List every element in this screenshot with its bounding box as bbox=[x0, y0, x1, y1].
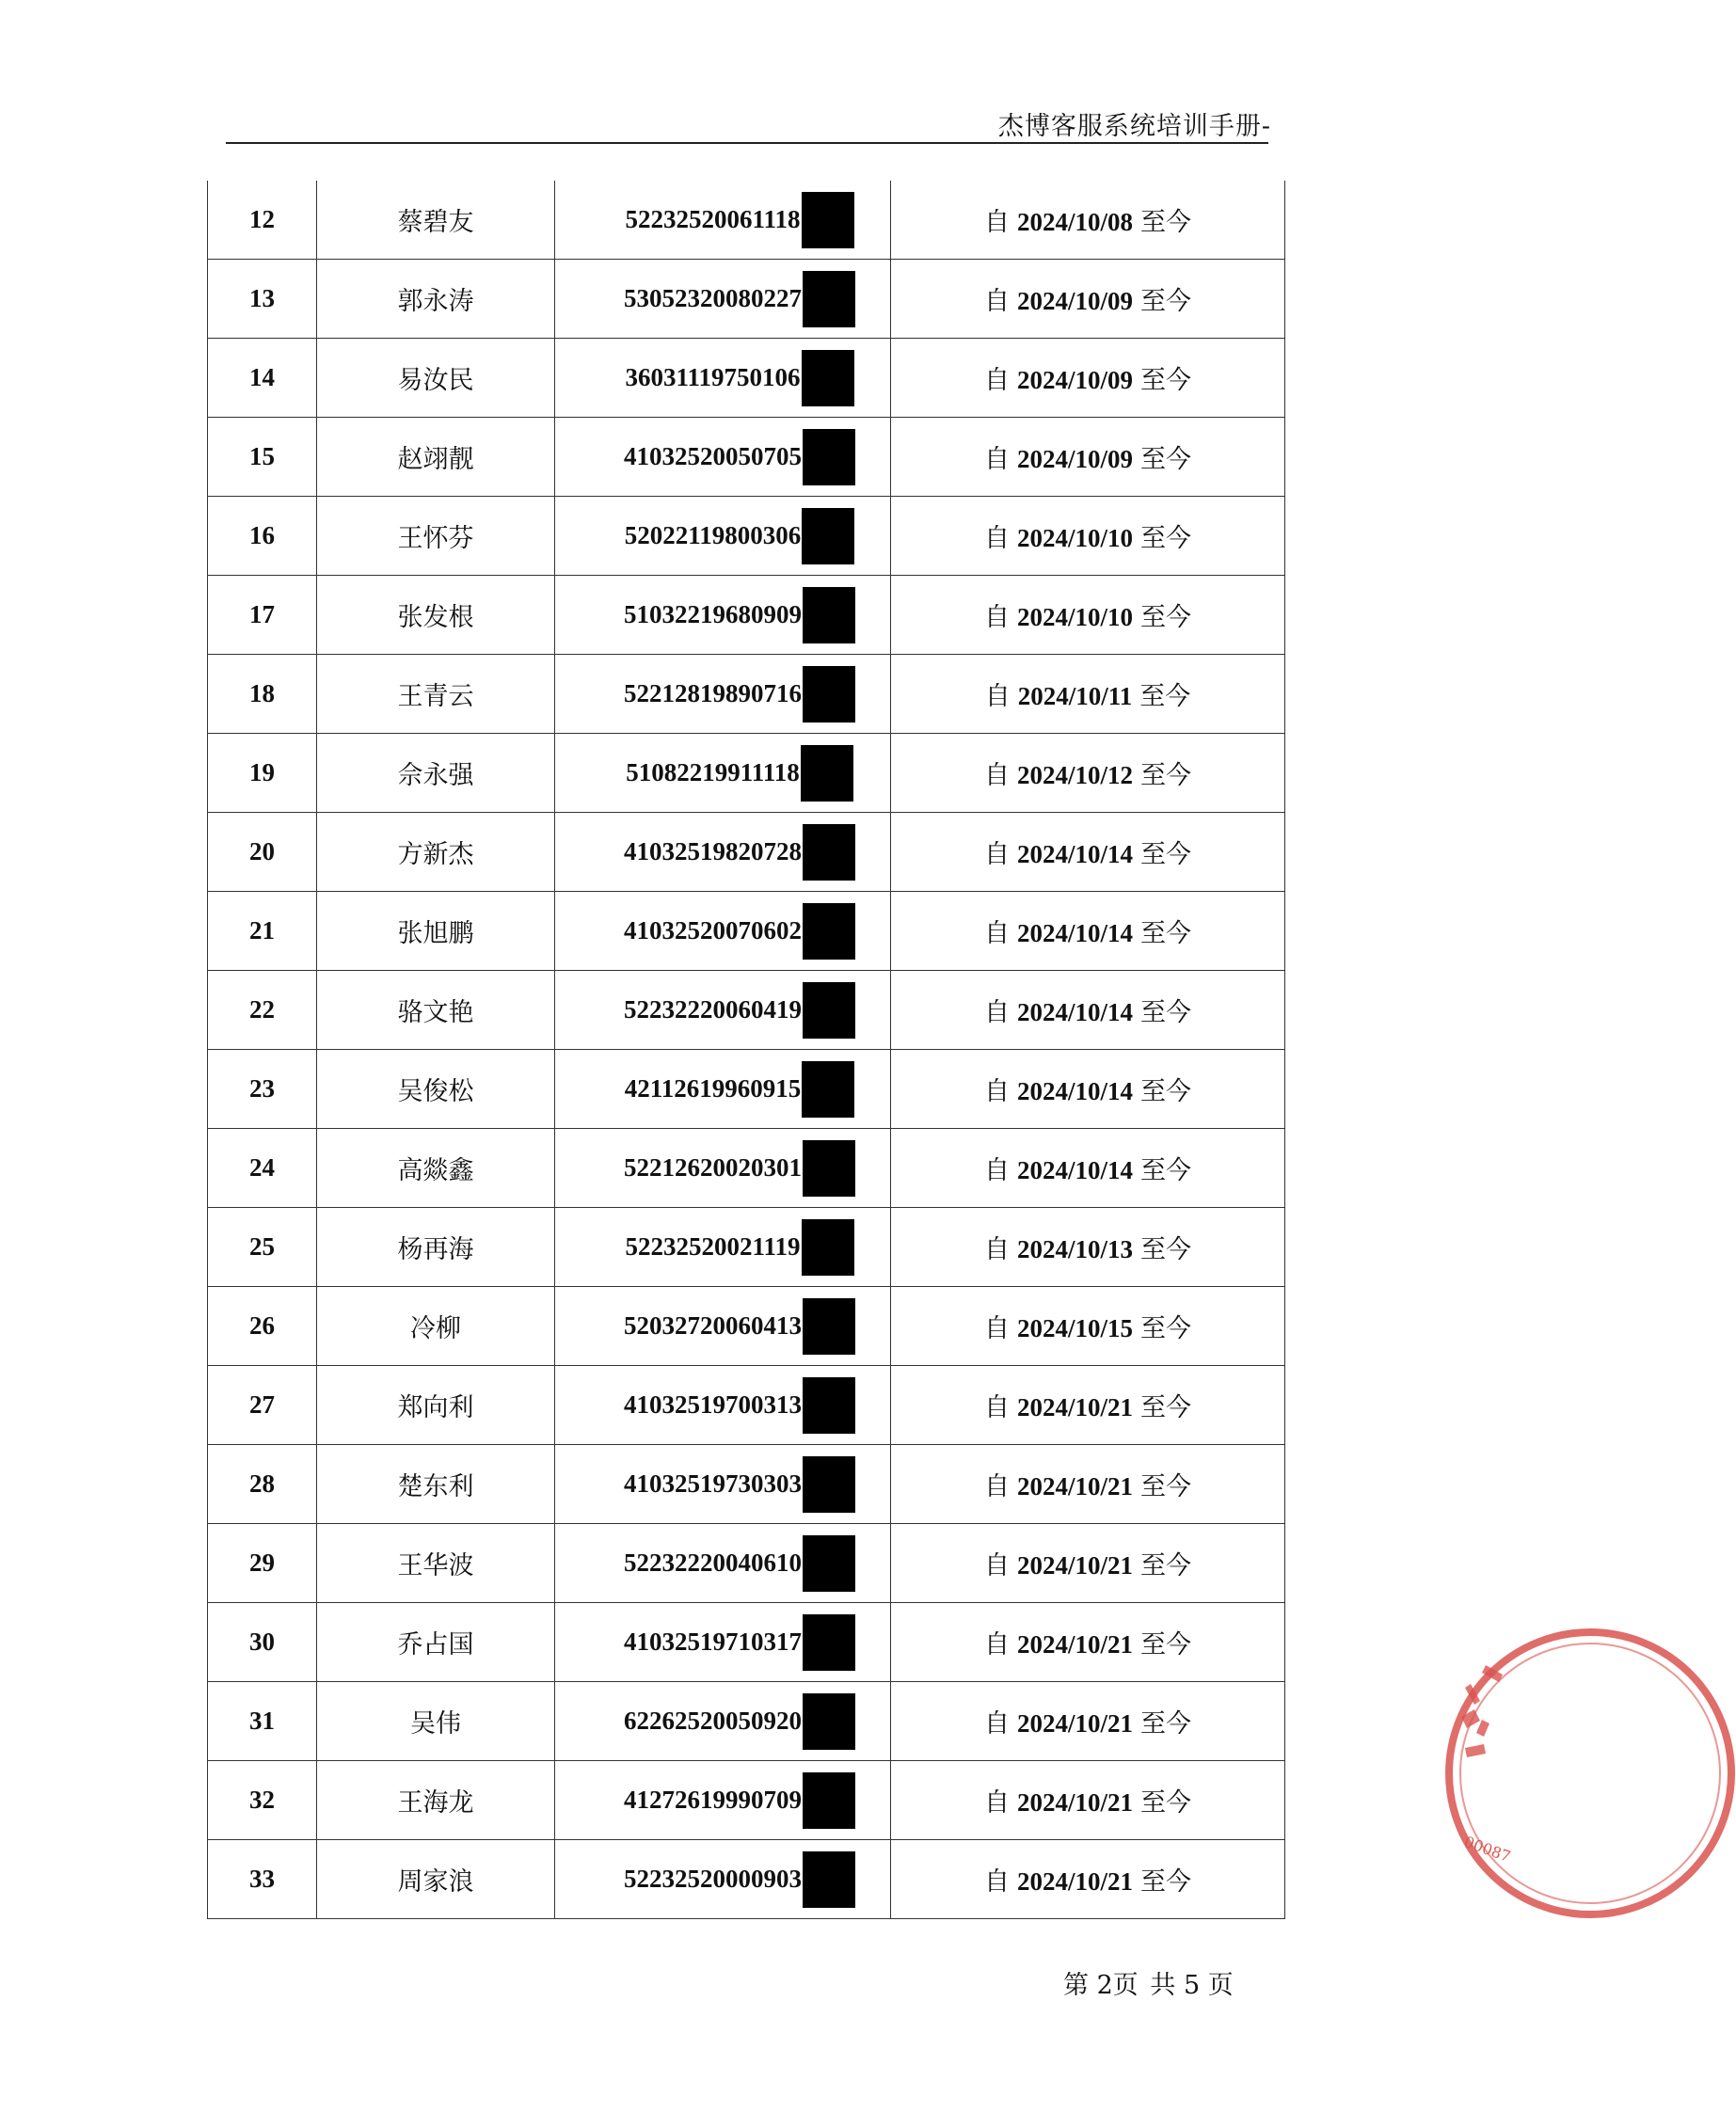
id-number-visible-digits: 41272619990709 bbox=[624, 1786, 802, 1814]
start-date-value: 2024/10/11 bbox=[1017, 682, 1133, 710]
id-number-group bbox=[624, 1298, 855, 1355]
id-number-group bbox=[625, 1061, 855, 1118]
id-number-group bbox=[624, 587, 855, 643]
id-number-group bbox=[625, 192, 853, 248]
redaction-box bbox=[803, 982, 855, 1039]
date-prefix: 自 bbox=[983, 603, 1010, 632]
id-number-group bbox=[625, 350, 853, 406]
start-date-cell bbox=[891, 1287, 1285, 1366]
row-number-cell: 29 bbox=[208, 1524, 317, 1603]
date-prefix: 自 bbox=[983, 1393, 1010, 1422]
start-date-cell bbox=[891, 734, 1285, 813]
id-number-visible-digits: 52032720060413 bbox=[624, 1311, 802, 1340]
date-prefix: 自 bbox=[983, 1630, 1010, 1659]
start-date-phrase bbox=[984, 1782, 1191, 1818]
id-number-visible-digits: 51082219911118 bbox=[626, 758, 800, 786]
name-cell: 周家浪 bbox=[317, 1840, 555, 1919]
date-suffix: 至今 bbox=[1140, 998, 1191, 1027]
start-date-phrase bbox=[984, 1545, 1191, 1581]
row-number-cell: 26 bbox=[208, 1287, 317, 1366]
start-date-phrase bbox=[984, 1861, 1191, 1898]
table-row bbox=[208, 892, 1285, 971]
name-cell: 王怀芬 bbox=[317, 497, 555, 576]
date-suffix: 至今 bbox=[1140, 1630, 1191, 1659]
name-cell: 佘永强 bbox=[317, 734, 555, 813]
row-number-cell: 28 bbox=[208, 1445, 317, 1524]
id-number-cell bbox=[555, 1366, 891, 1445]
id-number-group bbox=[624, 1535, 855, 1592]
row-number-cell: 25 bbox=[208, 1208, 317, 1287]
start-date-phrase bbox=[984, 517, 1191, 554]
date-prefix: 自 bbox=[983, 1077, 1010, 1106]
id-number-group bbox=[624, 824, 855, 881]
start-date-phrase bbox=[985, 675, 1191, 712]
table-row bbox=[208, 1366, 1285, 1445]
start-date-phrase bbox=[984, 992, 1191, 1028]
name-cell: 易汝民 bbox=[317, 339, 555, 418]
id-number-visible-digits: 41032519700313 bbox=[624, 1390, 802, 1419]
start-date-value: 2024/10/10 bbox=[1016, 603, 1133, 631]
id-number-cell bbox=[555, 339, 891, 418]
id-number-visible-digits: 62262520050920 bbox=[624, 1707, 802, 1735]
start-date-phrase bbox=[984, 359, 1191, 396]
date-prefix: 自 bbox=[983, 1235, 1010, 1264]
page-footer bbox=[1061, 1964, 1235, 2001]
start-date-value: 2024/10/09 bbox=[1016, 287, 1133, 315]
start-date-cell bbox=[891, 892, 1285, 971]
id-number-group bbox=[624, 1614, 855, 1671]
id-number-cell bbox=[555, 1840, 891, 1919]
id-number-group bbox=[624, 1693, 855, 1750]
id-number-cell bbox=[555, 1682, 891, 1761]
id-number-visible-digits: 41032520070602 bbox=[624, 916, 802, 945]
date-suffix: 至今 bbox=[1140, 1393, 1191, 1422]
name-cell: 吴伟 bbox=[317, 1682, 555, 1761]
start-date-phrase bbox=[984, 438, 1191, 475]
start-date-cell bbox=[891, 1445, 1285, 1524]
start-date-phrase bbox=[984, 596, 1191, 633]
date-prefix: 自 bbox=[984, 682, 1011, 711]
start-date-cell bbox=[891, 1524, 1285, 1603]
start-date-cell bbox=[891, 576, 1285, 655]
date-prefix: 自 bbox=[983, 366, 1010, 395]
start-date-phrase bbox=[984, 1229, 1191, 1265]
start-date-cell bbox=[891, 260, 1285, 339]
id-number-group bbox=[624, 982, 855, 1039]
name-cell: 高燚鑫 bbox=[317, 1129, 555, 1208]
row-number-cell: 31 bbox=[208, 1682, 317, 1761]
id-number-visible-digits: 52212819890716 bbox=[624, 679, 802, 707]
row-number-cell: 18 bbox=[208, 655, 317, 734]
start-date-value: 2024/10/14 bbox=[1016, 1156, 1133, 1184]
redaction-box bbox=[803, 1614, 855, 1671]
table-row bbox=[208, 260, 1285, 339]
date-prefix: 自 bbox=[983, 761, 1010, 790]
start-date-value: 2024/10/15 bbox=[1016, 1314, 1133, 1342]
row-number-cell: 15 bbox=[208, 418, 317, 497]
row-number-cell: 13 bbox=[208, 260, 317, 339]
start-date-cell bbox=[891, 418, 1285, 497]
start-date-cell bbox=[891, 971, 1285, 1050]
id-number-visible-digits: 52212620020301 bbox=[624, 1153, 802, 1182]
date-prefix: 自 bbox=[983, 208, 1010, 237]
header-divider bbox=[226, 142, 1268, 144]
start-date-value: 2024/10/14 bbox=[1016, 1077, 1133, 1105]
name-cell: 张旭鹏 bbox=[317, 892, 555, 971]
id-number-group bbox=[625, 508, 855, 564]
start-date-value: 2024/10/09 bbox=[1016, 445, 1133, 473]
page-total: 共 5 页 bbox=[1150, 1971, 1234, 2000]
start-date-value: 2024/10/14 bbox=[1016, 919, 1133, 947]
id-number-visible-digits: 41032519820728 bbox=[624, 837, 802, 865]
id-number-cell bbox=[555, 1287, 891, 1366]
table-row bbox=[208, 497, 1285, 576]
id-number-visible-digits: 41032519730303 bbox=[624, 1469, 802, 1498]
start-date-value: 2024/10/08 bbox=[1016, 208, 1133, 236]
id-number-visible-digits: 52232520061118 bbox=[625, 205, 801, 233]
name-cell: 吴俊松 bbox=[317, 1050, 555, 1129]
start-date-value: 2024/10/21 bbox=[1016, 1551, 1133, 1580]
redaction-box bbox=[802, 1219, 854, 1276]
start-date-value: 2024/10/10 bbox=[1016, 524, 1133, 552]
id-number-group bbox=[626, 745, 853, 802]
start-date-value: 2024/10/14 bbox=[1016, 840, 1133, 868]
date-suffix: 至今 bbox=[1140, 761, 1191, 790]
id-number-group bbox=[624, 1377, 855, 1434]
date-suffix: 至今 bbox=[1140, 1788, 1191, 1818]
redaction-box bbox=[803, 903, 855, 960]
id-number-visible-digits: 36031119750106 bbox=[625, 363, 801, 391]
id-number-group bbox=[624, 1456, 855, 1513]
redaction-box bbox=[803, 666, 855, 723]
date-suffix: 至今 bbox=[1140, 208, 1191, 237]
date-suffix: 至今 bbox=[1140, 919, 1191, 948]
id-number-cell bbox=[555, 971, 891, 1050]
row-number-cell: 20 bbox=[208, 813, 317, 892]
date-prefix: 自 bbox=[983, 287, 1010, 316]
date-prefix: 自 bbox=[983, 1314, 1010, 1343]
seal-serial-fragment: 00087 bbox=[1461, 1832, 1513, 1866]
id-number-visible-digits: 52232520000903 bbox=[624, 1865, 802, 1893]
start-date-phrase bbox=[984, 1150, 1191, 1186]
start-date-cell bbox=[891, 1050, 1285, 1129]
date-suffix: 至今 bbox=[1140, 445, 1191, 474]
id-number-visible-digits: 41032519710317 bbox=[624, 1628, 802, 1656]
table-row bbox=[208, 813, 1285, 892]
start-date-value: 2024/10/13 bbox=[1016, 1235, 1133, 1263]
redaction-box bbox=[802, 350, 854, 406]
date-suffix: 至今 bbox=[1140, 287, 1191, 316]
name-cell: 冷柳 bbox=[317, 1287, 555, 1366]
date-prefix: 自 bbox=[983, 1551, 1010, 1580]
row-number-cell: 14 bbox=[208, 339, 317, 418]
name-cell: 骆文艳 bbox=[317, 971, 555, 1050]
start-date-phrase bbox=[984, 201, 1191, 238]
table-row bbox=[208, 339, 1285, 418]
start-date-cell bbox=[891, 655, 1285, 734]
redaction-box bbox=[803, 587, 855, 643]
id-number-group bbox=[624, 903, 855, 960]
redaction-box bbox=[802, 508, 854, 564]
name-cell: 王海龙 bbox=[317, 1761, 555, 1840]
start-date-value: 2024/10/21 bbox=[1016, 1788, 1133, 1817]
start-date-cell bbox=[891, 1603, 1285, 1682]
start-date-cell bbox=[891, 1208, 1285, 1287]
id-number-cell bbox=[555, 1603, 891, 1682]
id-number-group bbox=[624, 429, 855, 485]
id-number-cell bbox=[555, 1524, 891, 1603]
date-prefix: 自 bbox=[983, 524, 1010, 553]
start-date-value: 2024/10/12 bbox=[1016, 761, 1133, 789]
start-date-cell bbox=[891, 339, 1285, 418]
row-number-cell: 16 bbox=[208, 497, 317, 576]
row-number-cell: 21 bbox=[208, 892, 317, 971]
start-date-cell bbox=[891, 1761, 1285, 1840]
table-row bbox=[208, 1287, 1285, 1366]
id-number-visible-digits: 51032219680909 bbox=[624, 600, 802, 628]
row-number-cell: 24 bbox=[208, 1129, 317, 1208]
start-date-phrase bbox=[984, 1466, 1191, 1502]
row-number-cell: 30 bbox=[208, 1603, 317, 1682]
id-number-cell bbox=[555, 260, 891, 339]
start-date-value: 2024/10/21 bbox=[1016, 1393, 1133, 1421]
table-row bbox=[208, 1050, 1285, 1129]
date-prefix: 自 bbox=[983, 1472, 1010, 1501]
start-date-phrase bbox=[984, 1703, 1191, 1739]
id-number-group bbox=[624, 1772, 855, 1829]
redaction-box bbox=[803, 1851, 855, 1908]
date-prefix: 自 bbox=[983, 445, 1010, 474]
id-number-visible-digits: 52232520021119 bbox=[625, 1232, 801, 1261]
date-suffix: 至今 bbox=[1140, 603, 1191, 632]
date-prefix: 自 bbox=[983, 840, 1010, 869]
date-prefix: 自 bbox=[983, 1156, 1010, 1185]
name-cell: 赵翊靓 bbox=[317, 418, 555, 497]
table-row bbox=[208, 1445, 1285, 1524]
date-prefix: 自 bbox=[983, 919, 1010, 948]
id-number-cell bbox=[555, 1445, 891, 1524]
date-prefix: 自 bbox=[983, 1788, 1010, 1818]
id-number-cell bbox=[555, 1050, 891, 1129]
name-cell: 楚东利 bbox=[317, 1445, 555, 1524]
table-row bbox=[208, 181, 1285, 260]
id-number-visible-digits: 52232220060419 bbox=[624, 995, 802, 1024]
date-prefix: 自 bbox=[983, 998, 1010, 1027]
start-date-value: 2024/10/21 bbox=[1016, 1709, 1133, 1738]
row-number-cell: 12 bbox=[208, 181, 317, 260]
start-date-cell bbox=[891, 1682, 1285, 1761]
start-date-cell bbox=[891, 1840, 1285, 1919]
redaction-box bbox=[801, 745, 853, 802]
redaction-box bbox=[803, 1298, 855, 1355]
date-suffix: 至今 bbox=[1140, 1709, 1191, 1739]
redaction-box bbox=[803, 1693, 855, 1750]
table-row bbox=[208, 734, 1285, 813]
date-suffix: 至今 bbox=[1140, 1235, 1191, 1264]
name-cell: 乔占国 bbox=[317, 1603, 555, 1682]
id-number-cell bbox=[555, 497, 891, 576]
table-row bbox=[208, 1129, 1285, 1208]
official-seal-stamp bbox=[1444, 1628, 1736, 1919]
date-suffix: 至今 bbox=[1140, 1156, 1191, 1185]
id-number-cell bbox=[555, 892, 891, 971]
redaction-box bbox=[803, 1456, 855, 1513]
start-date-phrase bbox=[984, 834, 1191, 870]
id-number-group bbox=[624, 1851, 855, 1908]
name-cell: 王青云 bbox=[317, 655, 555, 734]
id-number-cell bbox=[555, 1208, 891, 1287]
date-prefix: 自 bbox=[983, 1709, 1010, 1739]
row-number-cell: 17 bbox=[208, 576, 317, 655]
id-number-visible-digits: 52022119800306 bbox=[624, 521, 802, 549]
table-row bbox=[208, 971, 1285, 1050]
row-number-cell: 27 bbox=[208, 1366, 317, 1445]
table-row bbox=[208, 1208, 1285, 1287]
personnel-table-body bbox=[208, 181, 1285, 1919]
id-number-visible-digits: 42112619960915 bbox=[624, 1074, 802, 1103]
start-date-cell bbox=[891, 181, 1285, 260]
document-header-title: 杰博客服系统培训手册- bbox=[997, 112, 1271, 141]
date-prefix: 自 bbox=[983, 1867, 1010, 1897]
name-cell: 王华波 bbox=[317, 1524, 555, 1603]
id-number-visible-digits: 52232220040610 bbox=[624, 1548, 802, 1577]
redaction-box bbox=[803, 1140, 855, 1197]
row-number-cell: 32 bbox=[208, 1761, 317, 1840]
redaction-box bbox=[803, 429, 855, 485]
id-number-visible-digits: 41032520050705 bbox=[624, 442, 802, 470]
start-date-value: 2024/10/14 bbox=[1016, 998, 1133, 1026]
id-number-group bbox=[624, 1140, 855, 1197]
page-number: 第 2页 bbox=[1063, 1971, 1139, 2000]
personnel-table bbox=[207, 181, 1285, 1919]
start-date-cell bbox=[891, 1366, 1285, 1445]
redaction-box bbox=[803, 1772, 855, 1829]
date-suffix: 至今 bbox=[1140, 1077, 1191, 1106]
name-cell: 郑向利 bbox=[317, 1366, 555, 1445]
start-date-phrase bbox=[984, 1624, 1191, 1660]
name-cell: 蔡碧友 bbox=[317, 181, 555, 260]
id-number-cell bbox=[555, 418, 891, 497]
redaction-box bbox=[803, 271, 855, 327]
id-number-group bbox=[624, 666, 855, 723]
id-number-group bbox=[624, 271, 855, 327]
table-row bbox=[208, 1682, 1285, 1761]
start-date-phrase bbox=[984, 1387, 1191, 1423]
start-date-cell bbox=[891, 1129, 1285, 1208]
id-number-cell bbox=[555, 734, 891, 813]
date-suffix: 至今 bbox=[1140, 1314, 1191, 1343]
table-row bbox=[208, 655, 1285, 734]
id-number-visible-digits: 53052320080227 bbox=[624, 284, 802, 312]
table-row bbox=[208, 576, 1285, 655]
row-number-cell: 23 bbox=[208, 1050, 317, 1129]
start-date-phrase bbox=[984, 1308, 1191, 1344]
redaction-box bbox=[803, 1535, 855, 1592]
date-suffix: 至今 bbox=[1140, 1551, 1191, 1580]
name-cell: 郭永涛 bbox=[317, 260, 555, 339]
id-number-cell bbox=[555, 813, 891, 892]
start-date-cell bbox=[891, 497, 1285, 576]
redaction-box bbox=[803, 824, 855, 881]
table-row bbox=[208, 418, 1285, 497]
date-suffix: 至今 bbox=[1140, 524, 1191, 553]
start-date-cell bbox=[891, 813, 1285, 892]
date-suffix: 至今 bbox=[1140, 366, 1191, 395]
id-number-cell bbox=[555, 181, 891, 260]
start-date-phrase bbox=[984, 280, 1191, 317]
start-date-value: 2024/10/21 bbox=[1016, 1630, 1133, 1659]
id-number-cell bbox=[555, 655, 891, 734]
start-date-phrase bbox=[984, 1071, 1191, 1107]
id-number-cell bbox=[555, 1129, 891, 1208]
table-row bbox=[208, 1761, 1285, 1840]
date-suffix: 至今 bbox=[1139, 682, 1191, 711]
id-number-group bbox=[625, 1219, 853, 1276]
date-suffix: 至今 bbox=[1140, 840, 1191, 869]
row-number-cell: 19 bbox=[208, 734, 317, 813]
row-number-cell: 22 bbox=[208, 971, 317, 1050]
name-cell: 杨再海 bbox=[317, 1208, 555, 1287]
start-date-value: 2024/10/21 bbox=[1016, 1472, 1133, 1501]
table-row bbox=[208, 1603, 1285, 1682]
id-number-cell bbox=[555, 576, 891, 655]
start-date-phrase bbox=[984, 913, 1191, 949]
date-suffix: 至今 bbox=[1140, 1867, 1191, 1897]
row-number-cell: 33 bbox=[208, 1840, 317, 1919]
id-number-cell bbox=[555, 1761, 891, 1840]
name-cell: 张发根 bbox=[317, 576, 555, 655]
redaction-box bbox=[803, 1377, 855, 1434]
start-date-phrase bbox=[984, 754, 1191, 791]
table-row bbox=[208, 1840, 1285, 1919]
start-date-value: 2024/10/21 bbox=[1016, 1867, 1133, 1896]
name-cell: 方新杰 bbox=[317, 813, 555, 892]
table-row bbox=[208, 1524, 1285, 1603]
redaction-box bbox=[802, 192, 854, 248]
date-suffix: 至今 bbox=[1140, 1472, 1191, 1501]
start-date-value: 2024/10/09 bbox=[1016, 366, 1133, 394]
redaction-box bbox=[802, 1061, 854, 1118]
seal-inner-ring bbox=[1460, 1644, 1720, 1903]
